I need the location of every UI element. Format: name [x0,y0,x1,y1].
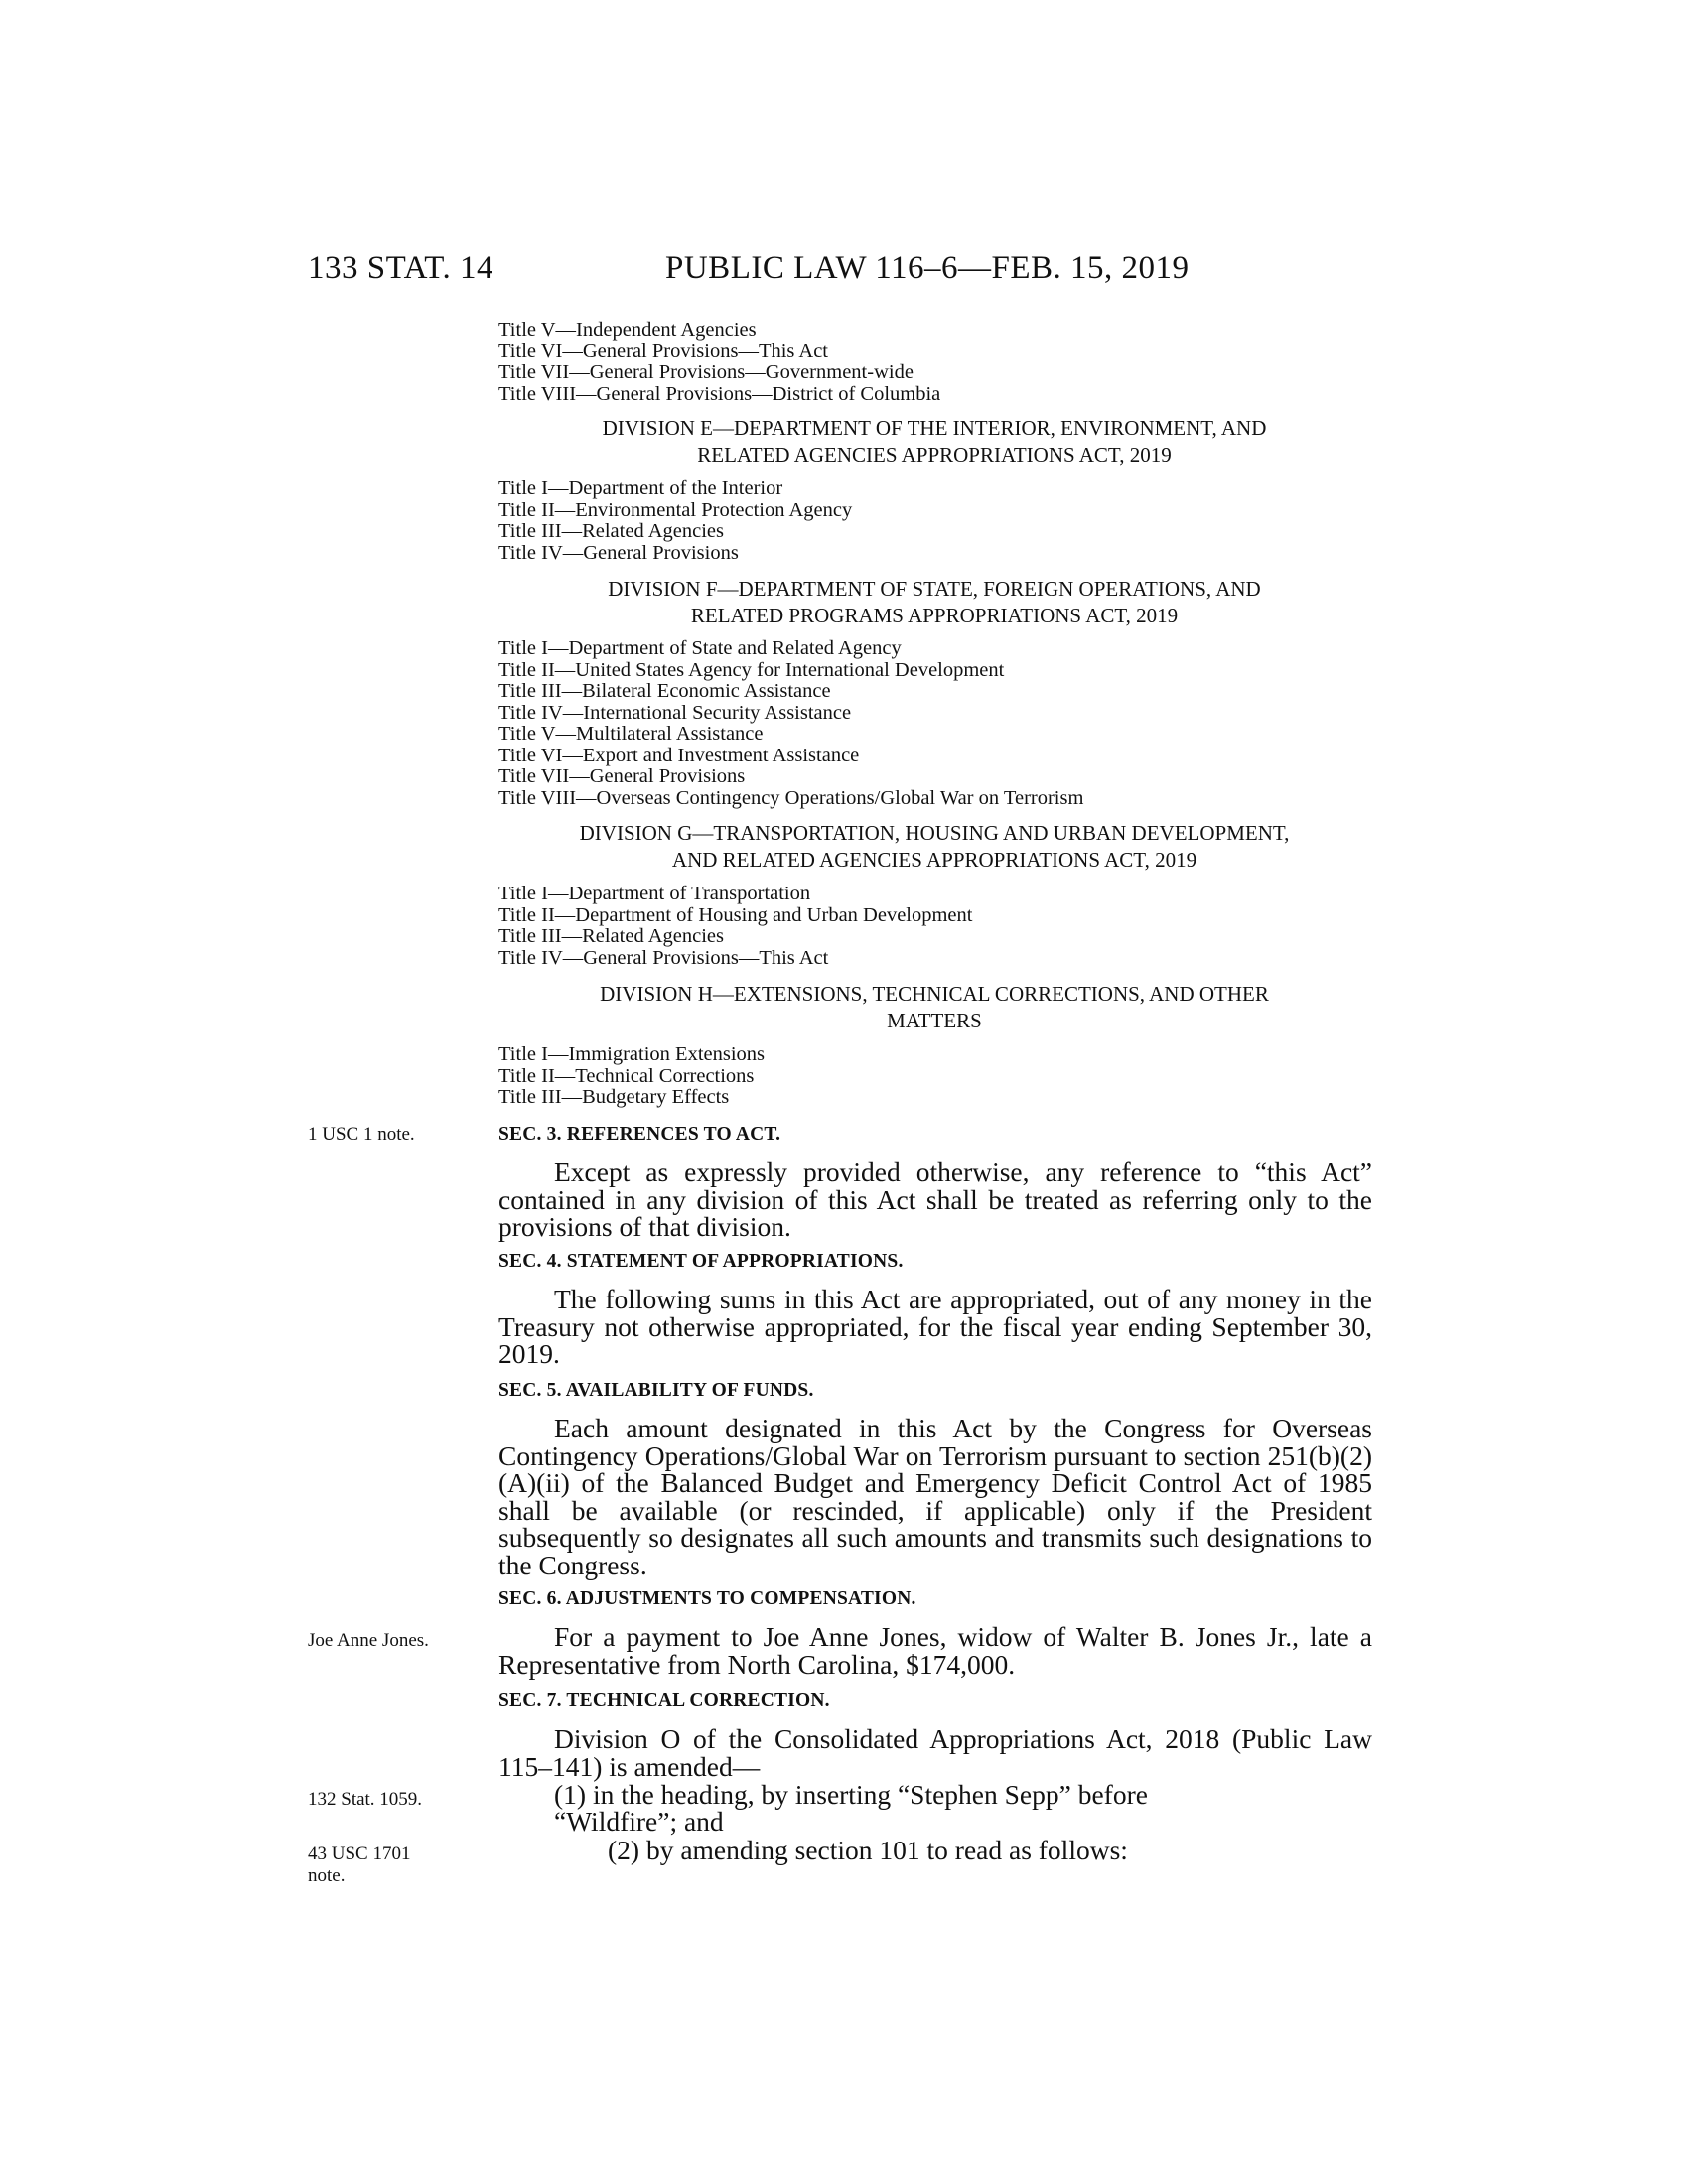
toc-item: Title II—Department of Housing and Urban Development [498,903,973,926]
amendment-item-1: (1) in the heading, by inserting “Stephen Sepp” before [554,1779,1148,1810]
toc-item: Title IV—General Provisions—This Act [498,946,829,969]
section-heading-7: SEC. 7. TECHNICAL CORRECTION. [498,1690,830,1710]
toc-item: Title I—Department of the Interior [498,478,783,499]
toc-item: Title II—United States Agency for International Development [498,658,1005,681]
margin-note-name: Joe Anne Jones. [308,1630,429,1651]
division-heading-line: DIVISION H—EXTENSIONS, TECHNICAL CORRECTIONS, AND OTHER [600,982,1269,1006]
toc-item: Title IV—General Provisions [498,541,739,564]
toc-item: Title IV—International Security Assistance [498,701,852,724]
toc-item: Title II—Environmental Protection Agency [498,498,853,521]
margin-note-line: 43 USC 1701 [308,1843,411,1864]
division-heading-line: RELATED AGENCIES APPROPRIATIONS ACT, 2019 [697,443,1172,467]
division-heading-line: MATTERS [887,1009,982,1032]
toc-item: Title VIII—General Provisions—District of Columbia [498,382,941,405]
division-heading-line: DIVISION F—DEPARTMENT OF STATE, FOREIGN OPERATIONS, AND [608,577,1261,601]
section-3-text: Except as expressly provided otherwise, any reference to “this Act” contained in any division of this Act shall be treated as referring only to the provisions of that division. [498,1157,1372,1242]
division-h-titles [498,1044,765,1109]
division-heading-line: RELATED PROGRAMS APPROPRIATIONS ACT, 2019 [690,604,1179,627]
division-heading-line: DIVISION E—DEPARTMENT OF THE INTERIOR, ENVIRONMENT, AND [602,416,1267,440]
division-g-heading [498,820,1370,874]
division-heading-line: AND RELATED AGENCIES APPROPRIATIONS ACT, 2019 [671,848,1197,872]
margin-note-usc-1701 [308,1843,410,1887]
division-e-heading [498,415,1370,469]
toc-item: Title VII—General Provisions [498,765,746,787]
margin-note-line: note. [308,1865,346,1886]
section-heading-3: SEC. 3. REFERENCES TO ACT. [498,1124,781,1145]
toc-item: Title II—Technical Corrections [498,1064,755,1087]
division-f-heading [498,576,1370,629]
toc-item: Title III—Budgetary Effects [498,1086,730,1108]
amendment-item-1-cont: “Wildfire”; and [554,1806,724,1837]
division-g-titles [498,884,972,969]
section-heading-5: SEC. 5. AVAILABILITY OF FUNDS. [498,1380,814,1401]
toc-item: Title VII—General Provisions—Government-wide [498,361,914,383]
toc-item: Title III—Bilateral Economic Assistance [498,680,831,702]
toc-item: Title VI—Export and Investment Assistance [498,744,860,766]
division-e-titles [498,478,852,564]
page-stat-reference: 133 STAT. 14 [308,250,494,286]
division-h-heading [498,981,1370,1034]
amendment-item-2: (2) by amending section 101 to read as follows: [608,1835,1128,1865]
section-6-text: For a payment to Joe Anne Jones, widow of Walter B. Jones Jr., late a Representative from North Carolina, $174,000. [498,1621,1372,1680]
toc-item: Title VIII—Overseas Contingency Operations/Global War on Terrorism [498,786,1084,809]
section-5-text: Each amount designated in this Act by the Congress for Overseas Contingency Operations/Global War on Terrorism pursuant to section 251(b)(2)(A)(ii) of the Balanced Budget and Emergency Deficit Control Act of 1985 shall be available (or rescinded, if applicable) only if the President subsequently so designates all such amounts and transmits such designations to the Congress. [498,1413,1372,1580]
toc-item: Title III—Related Agencies [498,925,724,947]
division-heading-line: DIVISION G—TRANSPORTATION, HOUSING AND URBAN DEVELOPMENT, [579,821,1290,845]
section-7-text: Division O of the Consolidated Appropriations Act, 2018 (Public Law 115–141) is amended— [498,1723,1372,1782]
toc-item: Title I—Department of Transportation [498,883,811,904]
section-heading-4: SEC. 4. STATEMENT OF APPROPRIATIONS. [498,1251,904,1272]
page-title: PUBLIC LAW 116–6—FEB. 15, 2019 [665,250,1190,286]
toc-item: Title III—Related Agencies [498,520,724,542]
section-4-text: The following sums in this Act are appropriated, out of any money in the Treasury not otherwise appropriated, for the fiscal year ending September 30, 2019. [498,1284,1372,1369]
toc-item: Title V—Multilateral Assistance [498,723,764,745]
toc-item: Title I—Immigration Extensions [498,1043,766,1065]
division-f-titles [498,638,1083,809]
margin-note-stat: 132 Stat. 1059. [308,1789,423,1810]
toc-list [498,320,940,405]
toc-item: Title V—Independent Agencies [498,319,757,341]
section-heading-6: SEC. 6. ADJUSTMENTS TO COMPENSATION. [498,1588,916,1609]
toc-item: Title I—Department of State and Related Agency [498,637,902,659]
toc-item: Title VI—General Provisions—This Act [498,340,828,362]
margin-note-usc: 1 USC 1 note. [308,1124,415,1145]
